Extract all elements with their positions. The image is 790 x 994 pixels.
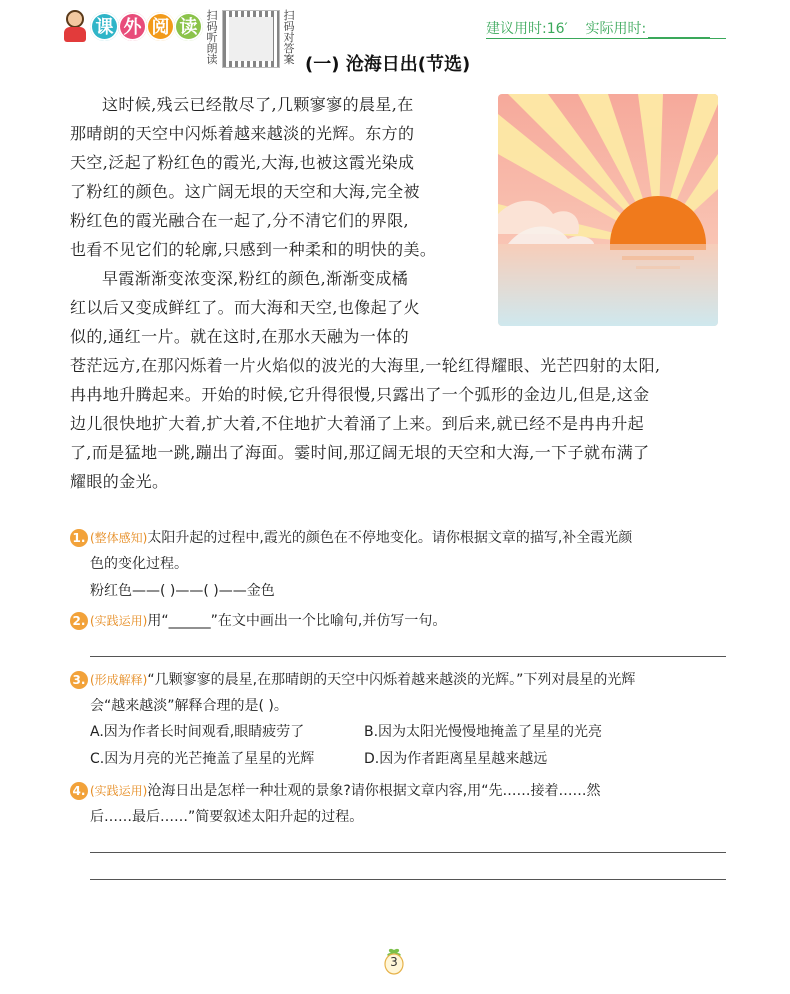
page-number: 3 [390,955,398,969]
question-tag: (实践运用) [90,614,148,628]
text-line: 了粉红的颜色。这广阔无垠的天空和大海,完全被 [70,182,420,201]
passage-title: (一) 沧海日出(节选) [305,54,471,75]
kid-mascot-icon [62,10,88,42]
text-line: 似的,通红一片。就在这时,在那水天融为一体的 [70,327,409,346]
text-line: 这时候,残云已经散尽了,几颗寥寥的晨星,在 [102,95,414,114]
text-line: 早霞渐渐变浓变深,粉红的颜色,渐渐变成橘 [102,269,409,288]
option-d[interactable]: D.因为作者距离星星越来越远 [364,751,548,767]
question-number-badge: 4. [70,782,88,800]
option-a[interactable]: A.因为作者长时间观看,眼睛疲劳了 [90,724,305,740]
passage-paragraph-2-cont [70,351,728,496]
question-tag: (形成解释) [90,673,148,687]
fill-in-blanks[interactable]: 粉红色——( )——( )——金色 [90,583,275,599]
option-b[interactable]: B.因为太阳光慢慢地掩盖了星星的光亮 [364,724,603,740]
question-tag: (整体感知) [90,531,148,545]
question-text: 太阳升起的过程中,霞光的颜色在不停地变化。请你根据文章的描写,补全霞光颜 [147,530,633,546]
question-text: 会“越来越淡”解释合理的是( )。 [90,698,288,714]
logo-char: 课 [90,12,119,41]
logo-char: 外 [118,12,147,41]
header-divider [486,38,726,39]
logo-char: 读 [174,12,203,41]
text-line: 边儿很快地扩大着,扩大着,不住地扩大着涌了上来。到后来,就已经不是冉冉升起 [70,414,645,433]
text-line: 苍茫远方,在那闪烁着一片火焰似的波光的大海里,一轮红得耀眼、光芒四射的太阳, [70,356,661,375]
qr-code-icon[interactable] [222,10,280,68]
text-line: 耀眼的金光。 [70,472,169,491]
passage-paragraph-1 [70,90,472,264]
question-text: 用“______”在文中画出一个比喻句,并仿写一句。 [147,613,447,629]
text-line: 那晴朗的天空中闪烁着越来越淡的光辉。东方的 [70,124,415,143]
text-line: 红以后又变成鲜红了。而大海和天空,也像起了火 [70,298,420,317]
passage-paragraph-2 [70,264,472,351]
answer-line[interactable] [90,852,726,853]
actual-time-label: 实际用时: [585,21,647,37]
qr-listen-label: 扫码听朗读 [206,9,218,66]
actual-time-blank[interactable] [648,21,710,38]
column-logo [62,8,212,44]
question-text: 后……最后……”简要叙述太阳升起的过程。 [90,809,364,825]
option-c[interactable]: C.因为月亮的光芒掩盖了星星的光辉 [90,751,315,767]
question-number-badge: 1. [70,529,88,547]
sunrise-illustration [498,94,718,326]
question-number-badge: 3. [70,671,88,689]
question-text: 色的变化过程。 [90,556,188,572]
answer-line[interactable] [90,879,726,880]
page-number-badge [382,947,406,975]
question-text: “几颗寥寥的晨星,在那晴朗的天空中闪烁着越来越淡的光辉。”下列对晨星的光辉 [147,672,636,688]
text-line: 冉冉地升腾起来。开始的时候,它升得很慢,只露出了一个弧形的金边儿,但是,这金 [70,385,650,404]
text-line: 天空,泛起了粉红色的霞光,大海,也被这霞光染成 [70,153,415,172]
text-line: 也看不见它们的轮廓,只感到一种柔和的明快的美。 [70,240,437,259]
time-info [486,18,710,38]
logo-char: 阅 [146,12,175,41]
question-tag: (实践运用) [90,784,148,798]
question-number-badge: 2. [70,612,88,630]
question-text: 沧海日出是怎样一种壮观的景象?请你根据文章内容,用“先……接着……然 [147,783,601,799]
answer-line[interactable] [90,656,726,657]
text-line: 了,而是猛地一跳,蹦出了海面。霎时间,那辽阔无垠的天空和大海,一下子就布满了 [70,443,650,462]
text-line: 粉红色的霞光融合在一起了,分不清它们的界限, [70,211,409,230]
qr-answer-label: 扫码对答案 [283,9,295,66]
suggested-time: 建议用时:16′ [486,21,568,37]
